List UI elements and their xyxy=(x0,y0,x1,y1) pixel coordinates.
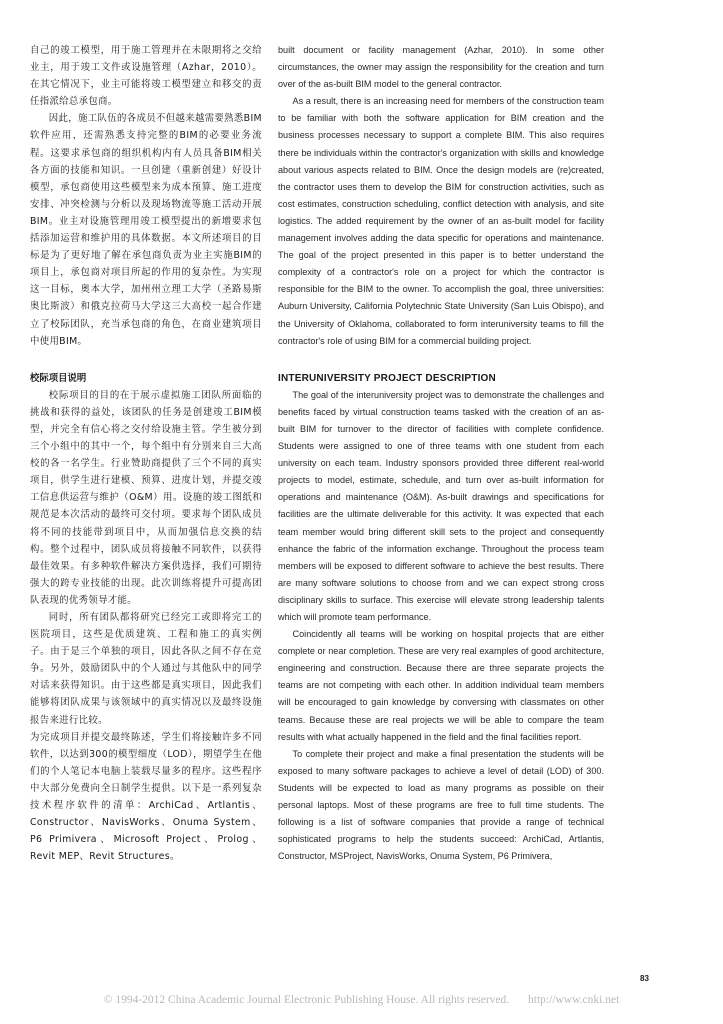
right-paragraph-1: built document or facility management (Azhar, 2010). In some other circumstances, the owner may assign the responsibility for the creation and turn over of the as-built BIM model to the general contractor. xyxy=(278,45,604,90)
footer-url[interactable]: http://www.cnki.net xyxy=(528,994,620,1006)
left-section-heading: 校际项目说明 xyxy=(30,372,87,384)
right-paragraph-3: The goal of the interuniversity project was to demonstrate the challenges and benefits faced by virtual construction teams tasked with the creation of an as-built BIM for turnover to the director of facilities with complete confidence. Students were assigned to one of three teams with one student from each university on each team. Industry sponsors provided three different real-world projects to model, estimate, schedule, and turn over as-built information for operations and maintenance (O&M). As-built drawings and specifications for facilities are the ultimate deliverable for this activity. It was expected that each team member would bring different skill sets to the project and consequently enhance the fabric of the information exchange. Throughout the process team members will be exposed to different software to achieve the best results. There are many software solutions to choose from and we can expect strong cross disciplinary skills to surface. This exercise will elevate strong leadership talents which will promote team performance. xyxy=(278,389,604,622)
section-gap xyxy=(278,350,604,370)
page-number: 83 xyxy=(640,974,649,983)
left-column-chinese xyxy=(30,42,262,865)
left-paragraph-4: 同时，所有团队都将研究已经完工或即将完工的医院项目，这些是优质建筑、工程和施工的真实例子。由于是三个单独的项目，因此各队之间不存在竞争。另外，鼓励团队中的个人通过与其他队中的同学对话来获得知识。由于这些都是真实项目，因此我们能够将团队成果与该领域中的真实情况以及最终设施报告来进行比较。 xyxy=(30,612,262,726)
copyright-footer xyxy=(0,994,723,1006)
left-paragraph-2: 因此，施工队伍的各成员不但越来越需要熟悉BIM软件应用，还需熟悉支持完整的BIM的必要业务流程。这要求承包商的组织机构内有人员具备BIM相关各方面的技能和知识。一旦创建（重新创建）好设计模型，承包商使用这些模型来为成本预算、施工进度安排、冲突检测与分析以及现场物流等施工活动开展BIM。业主对设施管理用竣工模型提出的新增要求包括添加运营和维护用的具体数据。本文所述项目的目标是为了更好地了解在承包商负责为业主实施BIM的项目上，承包商对项目所起的作用的复杂性。为实现这一目标，奥本大学，加州州立理工大学（圣路易斯奥比斯波）和俄克拉荷马大学这三大高校一起合作建立了校际团队，充当承包商的角色，在商业建筑项目中使用BIM。 xyxy=(30,113,262,347)
left-paragraph-3: 校际项目的目的在于展示虚拟施工团队所面临的挑战和获得的益处，该团队的任务是创建竣工BIM模型，并完全有信心将之交付给设施主管。学生被分到三个小组中的其中一个，每个组中有分别来自三大高校的各一名学生。行业赞助商提供了三个不同的真实项目，供学生进行建模、预算、进度计划，并提交竣工信息供运营与维护（O&M）用。设施的竣工图纸和规范是本次活动的最终可交付项。要求每个团队成员将不同的技能带到项目中，从而加强信息交换的结构。整个过程中，团队成员将接触不同软件，以获得最佳效果。有多种软件解决方案供选择，我们可期待强大的跨专业技能的出现。此次训练将提升可提高团队表现的优秀领导才能。 xyxy=(30,389,262,606)
left-paragraph-5: 为完成项目并提交最终陈述，学生们将接触许多不同软件，以达到300的模型细度（LOD），期望学生在他们的个人笔记本电脑上装载尽量多的程序。这些程序中大部分免费向全日制学生提供。以下是一系列复杂技术程序软件的清单：ArchiCad、Artlantis、Constructor、NavisWorks、Onuma System、P6 Primivera、Microsoft Project、Prolog、Revit MEP、Revit Structures。 xyxy=(30,731,262,863)
right-paragraph-4: Coincidently all teams will be working on hospital projects that are either complete or near completion. These are very real examples of good architecture, engineering and construction. Because there are three separate projects the teams are not competing with each other. In addition individual team members will be encouraged to gain knowledge by conversing with classmates on other teams. Because these are real projects we will be able to compare the team results with what actually happened in the field and the final facilities report. xyxy=(278,629,604,742)
right-paragraph-5: To complete their project and make a final presentation the students will be exposed to many software packages to achieve a level of detail (LOD) of 300. Students will be expected to load as many programs as possible on their personal laptops. Most of these programs are free to full time students. The following is a list of software companies that provide a range of technical sophisticated programs to help the students succeed: ArchiCad, Artlantis, Constructor, MSProject, NavisWorks, Onuma System, P6 Primivera, xyxy=(278,748,604,862)
left-paragraph-1: 自己的竣工模型，用于施工管理并在未限期将之交给业主，用于竣工文件或设施管理（Azhar，2010）。在其它情况下，业主可能将竣工模型建立和移交的责任指派给总承包商。 xyxy=(30,45,262,108)
right-paragraph-2: As a result, there is an increasing need for members of the construction team to be familiar with both the software application for BIM creation and the business processes necessary to support a complete BIM. This also requires there be individuals within the contractor's organization with skills and knowledge about various aspects related to BIM. Once the design models are (re)created, the contractor uses them to develop the BIM for construction activities, such as cost estimates, construction scheduling, conflict detection with analysis, and site logistics. The added requirement by the owner of an as-built model for facility management involves adding the data specific for operations and maintenance. The goal of the project presented in this paper is to better understand the complexity of a contractor's role on a project for which the contractor is responsible for the BIM to the owner. To accomplish the goal, three universities: Auburn University, California Polytechnic State University (San Luis Obispo), and the University of Oklahoma, collaborated to form interuniversity teams to fill the contractor's role of using BIM for a commercial building project. xyxy=(278,96,604,346)
copyright-text: © 1994-2012 China Academic Journal Electronic Publishing House. All rights reserved. xyxy=(103,994,510,1006)
right-column-english xyxy=(278,42,604,865)
section-gap xyxy=(30,350,262,370)
right-section-heading: INTERUNIVERSITY PROJECT DESCRIPTION xyxy=(278,372,496,384)
